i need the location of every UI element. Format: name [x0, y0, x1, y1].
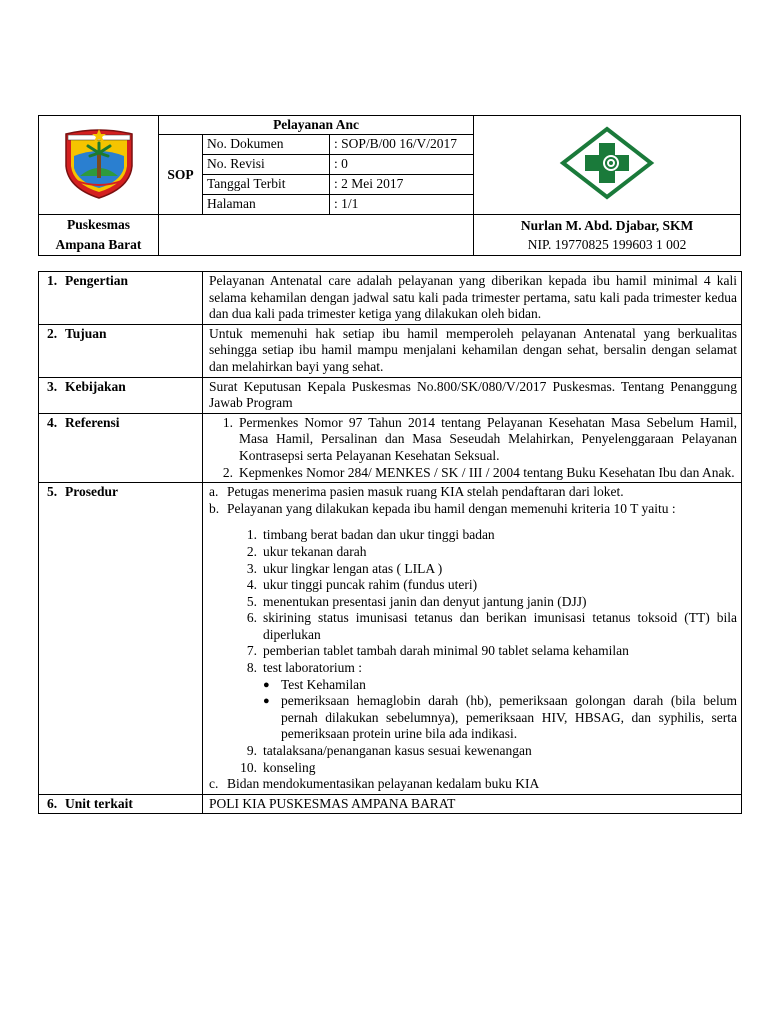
section-row-pengertian — [39, 272, 742, 325]
procedure-step-c — [209, 776, 737, 793]
signer-name: Nurlan M. Abd. Djabar, SKM — [520, 218, 694, 233]
list-text: menentukan presentasi janin dan denyut jantung janin (DJJ) — [263, 593, 587, 609]
signer-nip: NIP. 19770825 199603 1 002 — [527, 237, 687, 252]
section-row-unit — [39, 794, 742, 814]
section-title: Unit terkait — [65, 795, 133, 811]
section-label-pengertian — [39, 272, 203, 325]
list-text: test laboratorium : — [263, 660, 362, 676]
list-text: ukur tinggi puncak rahim (fundus uteri) — [263, 577, 478, 593]
section-label-tujuan — [39, 324, 203, 377]
list-number: 3. — [246, 560, 257, 576]
org-line-2: Ampana Barat — [55, 237, 142, 252]
list-number: 6. — [246, 610, 257, 626]
organization-name — [39, 215, 159, 256]
list-number: 1. — [222, 414, 233, 430]
section-number: 4. — [47, 414, 58, 430]
list-number: 2. — [246, 543, 257, 559]
sop-label: SOP — [159, 135, 203, 215]
procedure-step-b — [209, 501, 737, 518]
sop-header-table — [38, 115, 741, 256]
list-text: skirining status imunisasi tetanus dan berikan imunisasi tetanus toksoid (TT) bila diperlukan — [263, 610, 737, 642]
list-number: 8. — [246, 660, 257, 676]
list-number: c. — [209, 776, 219, 792]
sop-title: Pelayanan Anc — [159, 116, 474, 135]
lab-test-item — [209, 693, 737, 743]
list-text: pemberian tablet tambah darah minimal 90 tablet selama kehamilan — [263, 643, 629, 659]
section-title: Prosedur — [65, 484, 118, 500]
list-number: 9. — [246, 743, 257, 759]
left-logo-cell — [39, 116, 159, 215]
section-content-prosedur — [203, 483, 742, 795]
list-number: 5. — [246, 593, 257, 609]
list-text: timbang berat badan dan ukur tinggi badan — [263, 527, 495, 543]
doc-number-value: : SOP/B/00 16/V/2017 — [330, 135, 474, 155]
issue-date-label: Tanggal Terbit — [203, 175, 330, 195]
procedure-step-a — [209, 484, 737, 501]
revision-value: : 0 — [330, 155, 474, 175]
right-logo-cell — [474, 116, 741, 215]
section-title: Tujuan — [65, 325, 107, 341]
page-value: : 1/1 — [330, 195, 474, 215]
doc-number-label: No. Dokumen — [203, 135, 330, 155]
list-number: b. — [209, 500, 220, 516]
section-title: Kebijakan — [65, 378, 126, 394]
list-text: Kepmenkes Nomor 284/ MENKES / SK / III / 2004 tentang Buku Kesehatan Ibu dan Anak. — [239, 464, 735, 480]
list-number: 4. — [246, 577, 257, 593]
section-content-kebijakan: Surat Keputusan Kepala Puskesmas No.800/SK/080/V/2017 Puskesmas. Tentang Penanggung Jawab Program — [203, 377, 742, 413]
list-item — [209, 465, 737, 482]
section-content-referensi — [203, 413, 742, 482]
list-number: a. — [209, 484, 219, 500]
list-text: Bidan mendokumentasikan pelayanan kedalam buku KIA — [227, 776, 540, 792]
section-number: 3. — [47, 378, 58, 394]
list-text: tatalaksana/penanganan kasus sesuai kewenangan — [263, 743, 532, 759]
lab-test-item — [209, 677, 737, 694]
section-label-kebijakan — [39, 377, 203, 413]
blank-cell — [159, 215, 474, 256]
list-text: Petugas menerima pasien masuk ruang KIA stelah pendaftaran dari loket. — [227, 484, 624, 500]
criteria-item — [209, 594, 737, 611]
section-row-kebijakan — [39, 377, 742, 413]
list-text: Pelayanan yang dilakukan kepada ibu hamil dengan memenuhi kriteria 10 T yaitu : — [227, 500, 676, 516]
list-text: pemeriksaan hemaglobin darah (hb), pemeriksaan golongan darah (bila belum pernah dilakukan sebelumnya), pemeriksaan HIV, HBSAG, dan syphilis, serta pemeriksaan protein urine bila ada indikasi. — [281, 693, 737, 742]
section-content-tujuan: Untuk memenuhi hak setiap ibu hamil memperoleh pelayanan Antenatal yang berkualitas sehingga setiap ibu hamil mampu menjalani kehamilan dengan sehat, bersalin dengan selamat dan melahirkan bayi yang sehat. — [203, 324, 742, 377]
list-number: 10. — [240, 759, 257, 775]
sop-body-table — [38, 271, 742, 814]
section-label-referensi — [39, 413, 203, 482]
criteria-item — [209, 743, 737, 760]
criteria-item — [209, 527, 737, 544]
list-text: konseling — [263, 759, 316, 775]
section-row-prosedur — [39, 483, 742, 795]
org-line-1: Puskesmas — [66, 217, 130, 232]
criteria-item — [209, 577, 737, 594]
section-number: 2. — [47, 325, 58, 341]
section-label-unit — [39, 794, 203, 814]
section-number: 1. — [47, 273, 58, 288]
list-text: Permenkes Nomor 97 Tahun 2014 tentang Pelayanan Kesehatan Masa Sebelum Hamil, Masa Hamil, Persalinan dan Masa Seseudah Melahirkan, Penyelenggaraan Pelayanan Kontrasepsi serta Pelayanan Kesehatan Seksual. — [239, 414, 737, 463]
section-label-prosedur — [39, 483, 203, 795]
criteria-item — [209, 561, 737, 578]
criteria-item — [209, 544, 737, 561]
list-text: ukur lingkar lengan atas ( LILA ) — [263, 560, 443, 576]
list-item — [209, 415, 737, 465]
regency-emblem-logo — [60, 126, 138, 200]
issue-date-value: : 2 Mei 2017 — [330, 175, 474, 195]
section-number: 5. — [47, 484, 58, 500]
puskesmas-green-cross-logo — [557, 125, 657, 201]
section-number: 6. — [47, 795, 58, 811]
page-label: Halaman — [203, 195, 330, 215]
list-number: 7. — [246, 643, 257, 659]
list-number: 1. — [246, 527, 257, 543]
section-title: Pengertian — [65, 273, 128, 288]
section-row-tujuan — [39, 324, 742, 377]
list-number: 2. — [222, 464, 233, 480]
bullet-icon: ● — [263, 695, 270, 708]
criteria-item — [209, 760, 737, 777]
section-content-pengertian: Pelayanan Antenatal care adalah pelayanan yang diberikan kepada ibu hamil minimal 4 kali selama kehamilan dengan jadwal satu kali pada trimester pertama, satu kali pada trimester kedua dan dua kali pada trimester ketiga yang dilakukan oleh bidan. — [203, 272, 742, 325]
section-title: Referensi — [65, 414, 120, 430]
criteria-item — [209, 660, 737, 677]
revision-label: No. Revisi — [203, 155, 330, 175]
list-text: Test Kehamilan — [281, 676, 366, 692]
list-text: ukur tekanan darah — [263, 543, 367, 559]
signer-block — [474, 215, 741, 256]
section-content-unit: POLI KIA PUSKESMAS AMPANA BARAT — [203, 794, 742, 814]
criteria-item — [209, 643, 737, 660]
criteria-item — [209, 610, 737, 643]
section-row-referensi — [39, 413, 742, 482]
bullet-icon: ● — [263, 678, 270, 691]
